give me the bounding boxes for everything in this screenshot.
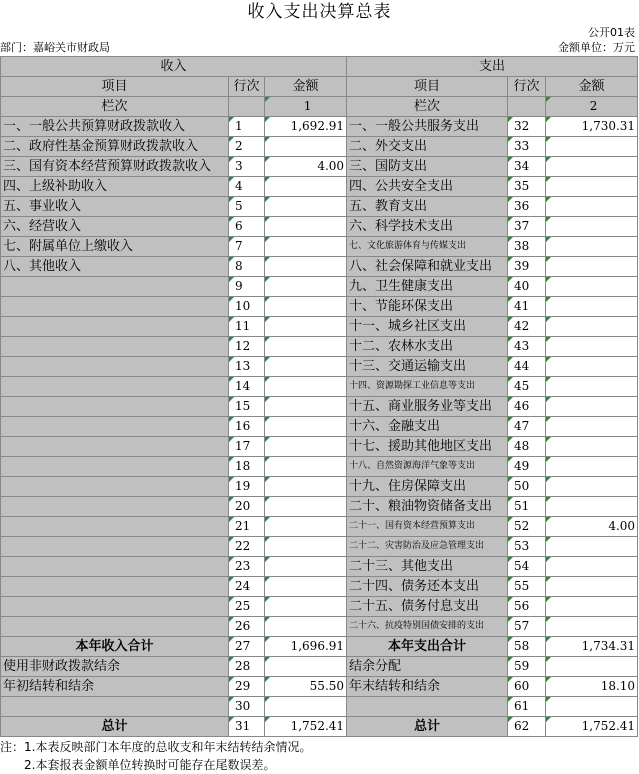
expense-amount-cell[interactable] bbox=[546, 177, 638, 197]
income-line-cell: 24 bbox=[229, 577, 265, 597]
expense-line-cell: 58 bbox=[508, 637, 546, 657]
expense-line-cell: 42 bbox=[508, 317, 546, 337]
income-line-cell: 19 bbox=[229, 477, 265, 497]
expense-item-cell: 五、教育支出 bbox=[347, 197, 508, 217]
income-amount-cell[interactable] bbox=[265, 517, 347, 537]
income-amount-cell[interactable]: 1,692.91 bbox=[265, 117, 347, 137]
unit-label: 金额单位：万元 bbox=[558, 41, 635, 54]
budget-table bbox=[0, 56, 638, 737]
expense-amount-cell[interactable] bbox=[546, 297, 638, 317]
expense-item-cell: 二十一、国有资本经营预算支出 bbox=[347, 517, 508, 537]
expense-amount-cell[interactable] bbox=[546, 437, 638, 457]
expense-item-cell: 十三、交通运输支出 bbox=[347, 357, 508, 377]
table-row bbox=[1, 297, 638, 317]
expense-lanci-blank bbox=[508, 97, 546, 117]
expense-item-cell: 十一、城乡社区支出 bbox=[347, 317, 508, 337]
income-line-cell: 18 bbox=[229, 457, 265, 477]
income-amount-header: 金额 bbox=[265, 77, 347, 97]
expense-line-cell: 57 bbox=[508, 617, 546, 637]
table-row bbox=[1, 597, 638, 617]
income-item-cell bbox=[1, 597, 229, 617]
income-item-cell bbox=[1, 477, 229, 497]
income-amount-cell[interactable]: 1,752.41 bbox=[265, 717, 347, 737]
income-item-cell bbox=[1, 557, 229, 577]
expense-item-cell: 十四、资源勘探工业信息等支出 bbox=[347, 377, 508, 397]
department-label: 部门：嘉峪关市财政局 bbox=[0, 41, 110, 54]
expense-amount-cell[interactable] bbox=[546, 417, 638, 437]
income-line-cell: 12 bbox=[229, 337, 265, 357]
expense-amount-cell[interactable] bbox=[546, 397, 638, 417]
table-row bbox=[1, 397, 638, 417]
expense-amount-cell[interactable] bbox=[546, 137, 638, 157]
expense-line-cell: 62 bbox=[508, 717, 546, 737]
income-item-cell bbox=[1, 317, 229, 337]
expense-amount-header: 金额 bbox=[546, 77, 638, 97]
expense-amount-cell[interactable] bbox=[546, 557, 638, 577]
table-row bbox=[1, 177, 638, 197]
income-amount-cell[interactable]: 55.50 bbox=[265, 677, 347, 697]
expense-line-cell: 50 bbox=[508, 477, 546, 497]
footnotes bbox=[0, 738, 311, 774]
expense-item-cell: 十五、商业服务业等支出 bbox=[347, 397, 508, 417]
table-row bbox=[1, 637, 638, 657]
income-amount-cell[interactable] bbox=[265, 357, 347, 377]
expense-amount-cell[interactable]: 1,752.41 bbox=[546, 717, 638, 737]
income-line-cell: 14 bbox=[229, 377, 265, 397]
income-amount-cell[interactable] bbox=[265, 557, 347, 577]
expense-item-cell: 十七、援助其他地区支出 bbox=[347, 437, 508, 457]
table-row bbox=[1, 417, 638, 437]
expense-item-cell: 七、文化旅游体育与传媒支出 bbox=[347, 237, 508, 257]
income-line-cell: 6 bbox=[229, 217, 265, 237]
expense-line-cell: 52 bbox=[508, 517, 546, 537]
expense-line-cell: 60 bbox=[508, 677, 546, 697]
income-item-cell: 七、附属单位上缴收入 bbox=[1, 237, 229, 257]
income-amount-cell[interactable] bbox=[265, 317, 347, 337]
table-row bbox=[1, 497, 638, 517]
income-line-cell: 15 bbox=[229, 397, 265, 417]
expense-amount-cell[interactable] bbox=[546, 617, 638, 637]
expense-line-cell: 49 bbox=[508, 457, 546, 477]
expense-amount-cell[interactable] bbox=[546, 577, 638, 597]
income-line-cell: 22 bbox=[229, 537, 265, 557]
income-amount-cell[interactable] bbox=[265, 497, 347, 517]
income-item-header: 项目 bbox=[1, 77, 229, 97]
income-item-cell bbox=[1, 537, 229, 557]
expense-amount-cell[interactable] bbox=[546, 497, 638, 517]
income-amount-cell[interactable] bbox=[265, 657, 347, 677]
expense-line-cell: 35 bbox=[508, 177, 546, 197]
table-row bbox=[1, 257, 638, 277]
income-item-cell bbox=[1, 377, 229, 397]
income-item-cell bbox=[1, 617, 229, 637]
income-amount-cell[interactable] bbox=[265, 617, 347, 637]
income-item-cell: 年初结转和结余 bbox=[1, 677, 229, 697]
income-item-cell bbox=[1, 517, 229, 537]
income-amount-cell[interactable] bbox=[265, 137, 347, 157]
expense-line-cell: 48 bbox=[508, 437, 546, 457]
income-amount-cell[interactable] bbox=[265, 477, 347, 497]
expense-line-cell: 56 bbox=[508, 597, 546, 617]
income-amount-cell[interactable] bbox=[265, 457, 347, 477]
income-item-cell bbox=[1, 417, 229, 437]
income-item-cell: 五、事业收入 bbox=[1, 197, 229, 217]
income-line-cell: 13 bbox=[229, 357, 265, 377]
expense-item-cell: 十九、住房保障支出 bbox=[347, 477, 508, 497]
income-item-cell: 二、政府性基金预算财政拨款收入 bbox=[1, 137, 229, 157]
income-amount-cell[interactable] bbox=[265, 537, 347, 557]
income-line-cell: 4 bbox=[229, 177, 265, 197]
income-amount-cell[interactable] bbox=[265, 597, 347, 617]
income-amount-cell[interactable] bbox=[265, 437, 347, 457]
expense-line-cell: 40 bbox=[508, 277, 546, 297]
income-line-cell: 21 bbox=[229, 517, 265, 537]
income-amount-cell[interactable]: 4.00 bbox=[265, 157, 347, 177]
income-amount-cell[interactable] bbox=[265, 197, 347, 217]
expense-item-cell: 十二、农林水支出 bbox=[347, 337, 508, 357]
table-row bbox=[1, 337, 638, 357]
expense-amount-cell[interactable]: 4.00 bbox=[546, 517, 638, 537]
expense-item-cell: 二十二、灾害防治及应急管理支出 bbox=[347, 537, 508, 557]
table-row bbox=[1, 357, 638, 377]
income-item-cell bbox=[1, 397, 229, 417]
expense-line-cell: 47 bbox=[508, 417, 546, 437]
expense-line-cell: 36 bbox=[508, 197, 546, 217]
expense-line-cell: 43 bbox=[508, 337, 546, 357]
expense-amount-cell[interactable] bbox=[546, 477, 638, 497]
income-line-cell: 28 bbox=[229, 657, 265, 677]
table-row bbox=[1, 677, 638, 697]
table-row bbox=[1, 317, 638, 337]
expense-amount-cell[interactable] bbox=[546, 657, 638, 677]
expense-amount-cell[interactable] bbox=[546, 277, 638, 297]
expense-item-cell: 年末结转和结余 bbox=[347, 677, 508, 697]
expense-amount-cell[interactable] bbox=[546, 217, 638, 237]
income-item-cell: 本年收入合计 bbox=[1, 637, 229, 657]
income-line-cell: 23 bbox=[229, 557, 265, 577]
expense-line-header: 行次 bbox=[508, 77, 546, 97]
income-item-cell: 使用非财政拨款结余 bbox=[1, 657, 229, 677]
form-number: 公开01表 bbox=[588, 26, 635, 39]
income-item-cell bbox=[1, 337, 229, 357]
income-amount-cell[interactable] bbox=[265, 397, 347, 417]
expense-item-cell: 一、一般公共服务支出 bbox=[347, 117, 508, 137]
expense-line-cell: 38 bbox=[508, 237, 546, 257]
table-row bbox=[1, 197, 638, 217]
income-item-cell bbox=[1, 457, 229, 477]
income-line-cell: 29 bbox=[229, 677, 265, 697]
income-item-cell bbox=[1, 697, 229, 717]
expense-amount-cell[interactable] bbox=[546, 337, 638, 357]
expense-item-cell: 二十三、其他支出 bbox=[347, 557, 508, 577]
expense-line-cell: 32 bbox=[508, 117, 546, 137]
expense-line-cell: 59 bbox=[508, 657, 546, 677]
expense-line-cell: 53 bbox=[508, 537, 546, 557]
footnote-2: 2.本套报表金额单位转换时可能存在尾数误差。 bbox=[0, 758, 276, 772]
expense-amount-cell[interactable] bbox=[546, 597, 638, 617]
income-item-cell bbox=[1, 357, 229, 377]
expense-item-cell: 结余分配 bbox=[347, 657, 508, 677]
expense-amount-cell[interactable] bbox=[546, 537, 638, 557]
table-row bbox=[1, 657, 638, 677]
income-column-number: 1 bbox=[265, 97, 347, 117]
expense-column-number: 2 bbox=[546, 97, 638, 117]
income-line-cell: 30 bbox=[229, 697, 265, 717]
income-amount-cell[interactable] bbox=[265, 577, 347, 597]
expense-amount-cell[interactable] bbox=[546, 317, 638, 337]
expense-lanci-label: 栏次 bbox=[347, 97, 508, 117]
income-amount-cell[interactable] bbox=[265, 257, 347, 277]
income-line-cell: 26 bbox=[229, 617, 265, 637]
income-section-header: 收入 bbox=[1, 57, 347, 77]
table-row bbox=[1, 217, 638, 237]
expense-amount-cell[interactable]: 1,734.31 bbox=[546, 637, 638, 657]
table-row bbox=[1, 717, 638, 737]
income-item-cell: 一、一般公共预算财政拨款收入 bbox=[1, 117, 229, 137]
expense-line-cell: 54 bbox=[508, 557, 546, 577]
income-item-cell bbox=[1, 277, 229, 297]
table-row bbox=[1, 237, 638, 257]
income-item-cell: 三、国有资本经营预算财政拨款收入 bbox=[1, 157, 229, 177]
expense-amount-cell[interactable] bbox=[546, 457, 638, 477]
income-lanci-blank bbox=[229, 97, 265, 117]
income-item-cell bbox=[1, 297, 229, 317]
expense-amount-cell[interactable] bbox=[546, 257, 638, 277]
table-row bbox=[1, 517, 638, 537]
income-amount-cell[interactable] bbox=[265, 417, 347, 437]
table-row bbox=[1, 617, 638, 637]
table-row bbox=[1, 117, 638, 137]
footnote-1: 注：1.本表反映部门本年度的总收支和年末结转结余情况。 bbox=[0, 740, 312, 754]
expense-amount-cell[interactable]: 1,730.31 bbox=[546, 117, 638, 137]
income-amount-cell[interactable] bbox=[265, 277, 347, 297]
expense-item-cell bbox=[347, 697, 508, 717]
expense-amount-cell[interactable]: 18.10 bbox=[546, 677, 638, 697]
expense-item-cell: 十六、金融支出 bbox=[347, 417, 508, 437]
expense-line-cell: 55 bbox=[508, 577, 546, 597]
expense-item-cell: 二、外交支出 bbox=[347, 137, 508, 157]
expense-item-cell: 二十六、抗疫特别国债安排的支出 bbox=[347, 617, 508, 637]
expense-amount-cell[interactable] bbox=[546, 357, 638, 377]
expense-amount-cell[interactable] bbox=[546, 697, 638, 717]
expense-item-cell: 十、节能环保支出 bbox=[347, 297, 508, 317]
expense-item-cell: 本年支出合计 bbox=[347, 637, 508, 657]
table-row bbox=[1, 437, 638, 457]
income-line-cell: 8 bbox=[229, 257, 265, 277]
table-row bbox=[1, 157, 638, 177]
expense-line-cell: 37 bbox=[508, 217, 546, 237]
expense-item-cell: 六、科学技术支出 bbox=[347, 217, 508, 237]
expense-item-cell: 总计 bbox=[347, 717, 508, 737]
income-line-cell: 1 bbox=[229, 117, 265, 137]
income-item-cell: 四、上级补助收入 bbox=[1, 177, 229, 197]
income-amount-cell[interactable] bbox=[265, 237, 347, 257]
expense-line-cell: 61 bbox=[508, 697, 546, 717]
table-row bbox=[1, 697, 638, 717]
income-line-cell: 9 bbox=[229, 277, 265, 297]
expense-item-cell: 九、卫生健康支出 bbox=[347, 277, 508, 297]
page-title: 收入支出决算总表 bbox=[247, 2, 392, 22]
income-item-cell bbox=[1, 497, 229, 517]
expense-line-cell: 46 bbox=[508, 397, 546, 417]
income-lanci-label: 栏次 bbox=[1, 97, 229, 117]
income-line-cell: 11 bbox=[229, 317, 265, 337]
expense-amount-cell[interactable] bbox=[546, 197, 638, 217]
table-row bbox=[1, 477, 638, 497]
income-amount-cell[interactable] bbox=[265, 337, 347, 357]
expense-amount-cell[interactable] bbox=[546, 157, 638, 177]
income-line-cell: 25 bbox=[229, 597, 265, 617]
expense-line-cell: 34 bbox=[508, 157, 546, 177]
expense-item-cell: 二十四、债务还本支出 bbox=[347, 577, 508, 597]
income-line-cell: 2 bbox=[229, 137, 265, 157]
table-row bbox=[1, 457, 638, 477]
expense-item-header: 项目 bbox=[347, 77, 508, 97]
expense-item-cell: 二十、粮油物资储备支出 bbox=[347, 497, 508, 517]
income-amount-cell[interactable] bbox=[265, 217, 347, 237]
income-amount-cell[interactable] bbox=[265, 177, 347, 197]
expense-item-cell: 三、国防支出 bbox=[347, 157, 508, 177]
table-row bbox=[1, 277, 638, 297]
income-item-cell: 六、经营收入 bbox=[1, 217, 229, 237]
table-row bbox=[1, 537, 638, 557]
expense-item-cell: 四、公共安全支出 bbox=[347, 177, 508, 197]
table-row bbox=[1, 557, 638, 577]
income-amount-cell[interactable] bbox=[265, 697, 347, 717]
income-line-cell: 7 bbox=[229, 237, 265, 257]
income-line-cell: 10 bbox=[229, 297, 265, 317]
income-line-cell: 16 bbox=[229, 417, 265, 437]
table-row bbox=[1, 377, 638, 397]
income-line-header: 行次 bbox=[229, 77, 265, 97]
income-amount-cell[interactable] bbox=[265, 377, 347, 397]
expense-amount-cell[interactable] bbox=[546, 237, 638, 257]
income-line-cell: 27 bbox=[229, 637, 265, 657]
expense-item-cell: 二十五、债务付息支出 bbox=[347, 597, 508, 617]
income-item-cell: 总计 bbox=[1, 717, 229, 737]
expense-line-cell: 44 bbox=[508, 357, 546, 377]
income-line-cell: 17 bbox=[229, 437, 265, 457]
income-item-cell bbox=[1, 577, 229, 597]
expense-line-cell: 39 bbox=[508, 257, 546, 277]
table-row bbox=[1, 137, 638, 157]
expense-item-cell: 八、社会保障和就业支出 bbox=[347, 257, 508, 277]
income-amount-cell[interactable]: 1,696.91 bbox=[265, 637, 347, 657]
expense-line-cell: 51 bbox=[508, 497, 546, 517]
income-amount-cell[interactable] bbox=[265, 297, 347, 317]
income-line-cell: 3 bbox=[229, 157, 265, 177]
expense-item-cell: 十八、自然资源海洋气象等支出 bbox=[347, 457, 508, 477]
expense-line-cell: 41 bbox=[508, 297, 546, 317]
income-line-cell: 5 bbox=[229, 197, 265, 217]
income-line-cell: 20 bbox=[229, 497, 265, 517]
expense-amount-cell[interactable] bbox=[546, 377, 638, 397]
table-row bbox=[1, 577, 638, 597]
income-item-cell bbox=[1, 437, 229, 457]
income-line-cell: 31 bbox=[229, 717, 265, 737]
expense-line-cell: 45 bbox=[508, 377, 546, 397]
expense-section-header: 支出 bbox=[347, 57, 638, 77]
expense-line-cell: 33 bbox=[508, 137, 546, 157]
income-item-cell: 八、其他收入 bbox=[1, 257, 229, 277]
